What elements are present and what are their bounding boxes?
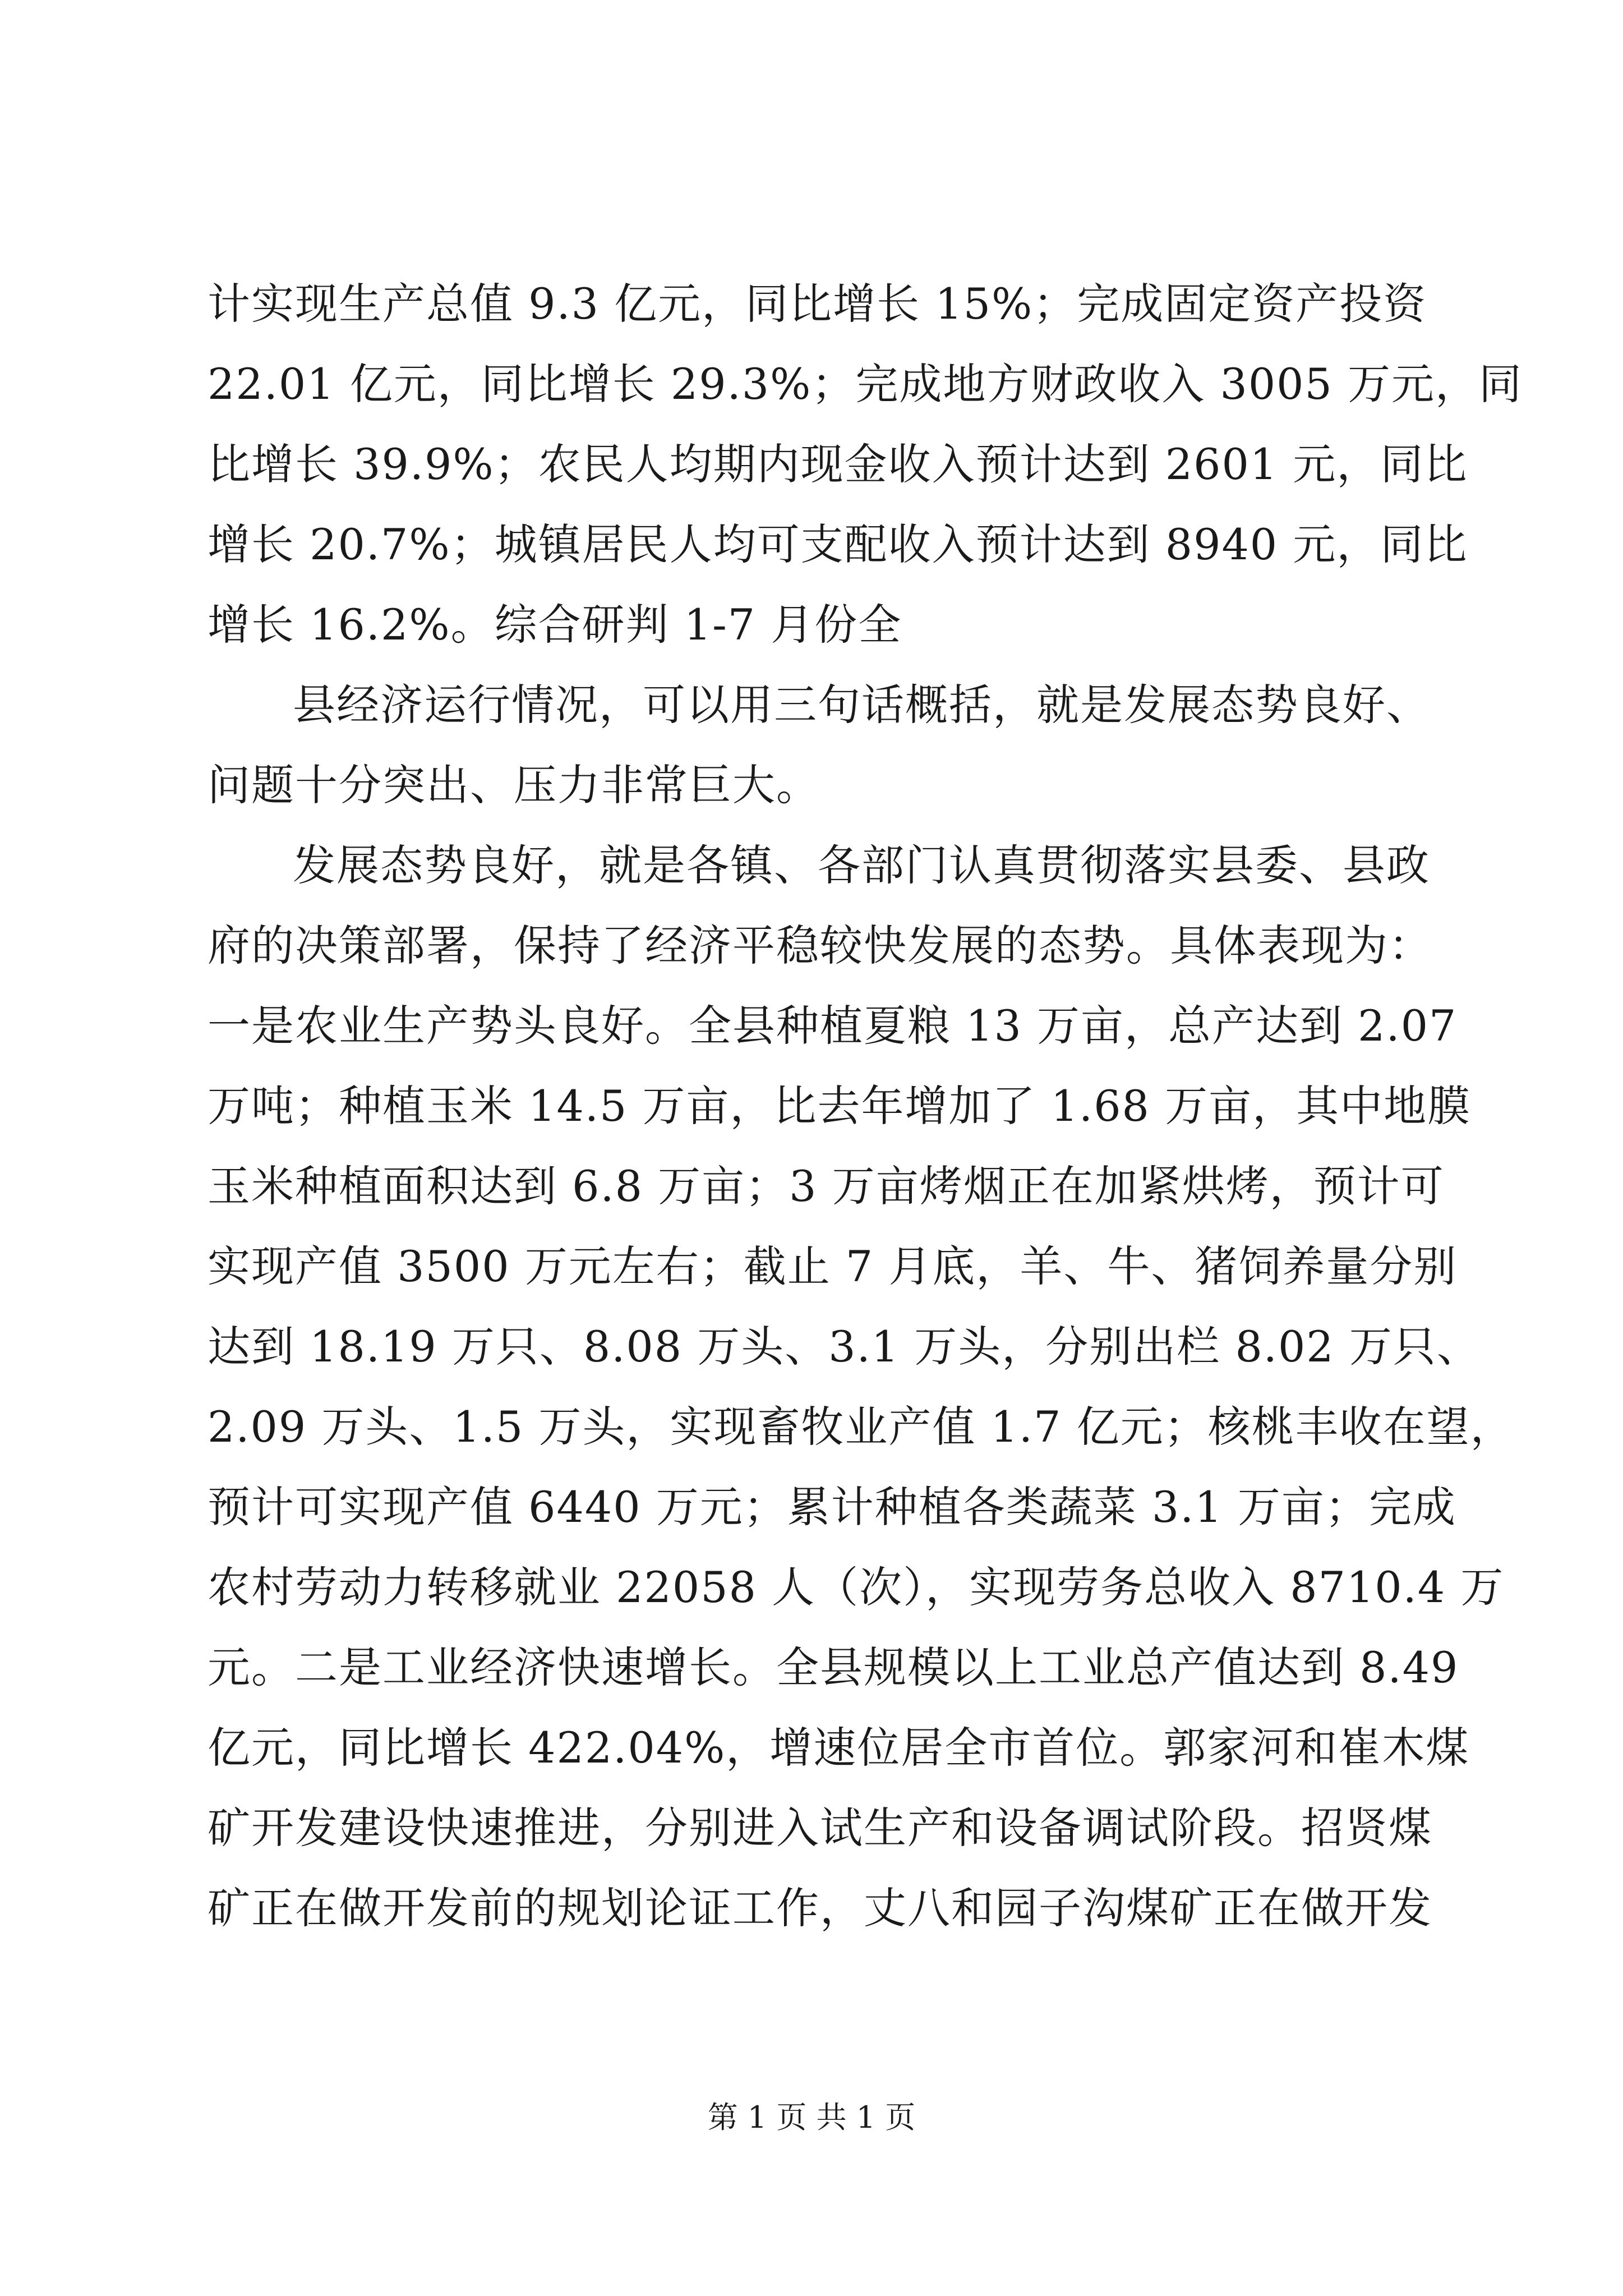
text-line: 2.09 万头、1.5 万头，实现畜牧业产值 1.7 亿元；核桃丰收在望， xyxy=(208,1402,1514,1452)
text-line: 实现产值 3500 万元左右；截止 7 月底，羊、牛、猪饲养量分别 xyxy=(208,1241,1458,1291)
text-line: 增长 20.7%；城镇居民人均可支配收入预计达到 8940 元，同比 xyxy=(208,519,1468,569)
text-line: 万吨；种植玉米 14.5 万亩，比去年增加了 1.68 万亩，其中地膜 xyxy=(208,1081,1472,1131)
text-line: 亿元，同比增长 422.04%，增速位居全市首位。郭家河和崔木煤 xyxy=(208,1723,1470,1773)
page-footer: 第 1 页 共 1 页 xyxy=(707,2100,916,2135)
text-line: 矿开发建设快速推进，分别进入试生产和设备调试阶段。招贤煤 xyxy=(208,1803,1432,1853)
text-line: 问题十分突出、压力非常巨大。 xyxy=(208,760,820,810)
text-line: 发展态势良好，就是各镇、各部门认真贯彻落实县委、县政 xyxy=(293,840,1430,890)
text-line: 农村劳动力转移就业 22058 人（次），实现劳务总收入 8710.4 万 xyxy=(208,1562,1505,1612)
text-line: 府的决策部署，保持了经济平稳较快发展的态势。具体表现为： xyxy=(208,921,1432,970)
text-line: 县经济运行情况，可以用三句话概括，就是发展态势良好、 xyxy=(293,680,1430,730)
text-line: 预计可实现产值 6440 万元；累计种植各类蔬菜 3.1 万亩；完成 xyxy=(208,1482,1456,1532)
text-line: 矿正在做开发前的规划论证工作，丈八和园子沟煤矿正在做开发 xyxy=(208,1883,1432,1933)
text-line: 元。二是工业经济快速增长。全县规模以上工业总产值达到 8.49 xyxy=(208,1642,1459,1692)
text-line: 比增长 39.9%；农民人均期内现金收入预计达到 2601 元，同比 xyxy=(208,439,1468,489)
text-line: 玉米种植面积达到 6.8 万亩；3 万亩烤烟正在加紧烘烤，预计可 xyxy=(208,1161,1445,1211)
document-body xyxy=(208,264,1523,1948)
text-line: 一是农业生产势头良好。全县种植夏粮 13 万亩，总产达到 2.07 xyxy=(208,1001,1458,1051)
text-line: 22.01 亿元，同比增长 29.3%；完成地方财政收入 3005 万元，同 xyxy=(208,359,1523,409)
text-line: 增长 16.2%。综合研判 1-7 月份全 xyxy=(208,600,902,650)
text-line: 计实现生产总值 9.3 亿元，同比增长 15%；完成固定资产投资 xyxy=(208,279,1427,329)
text-line: 达到 18.19 万只、8.08 万头、3.1 万头，分别出栏 8.02 万只、 xyxy=(208,1322,1481,1372)
